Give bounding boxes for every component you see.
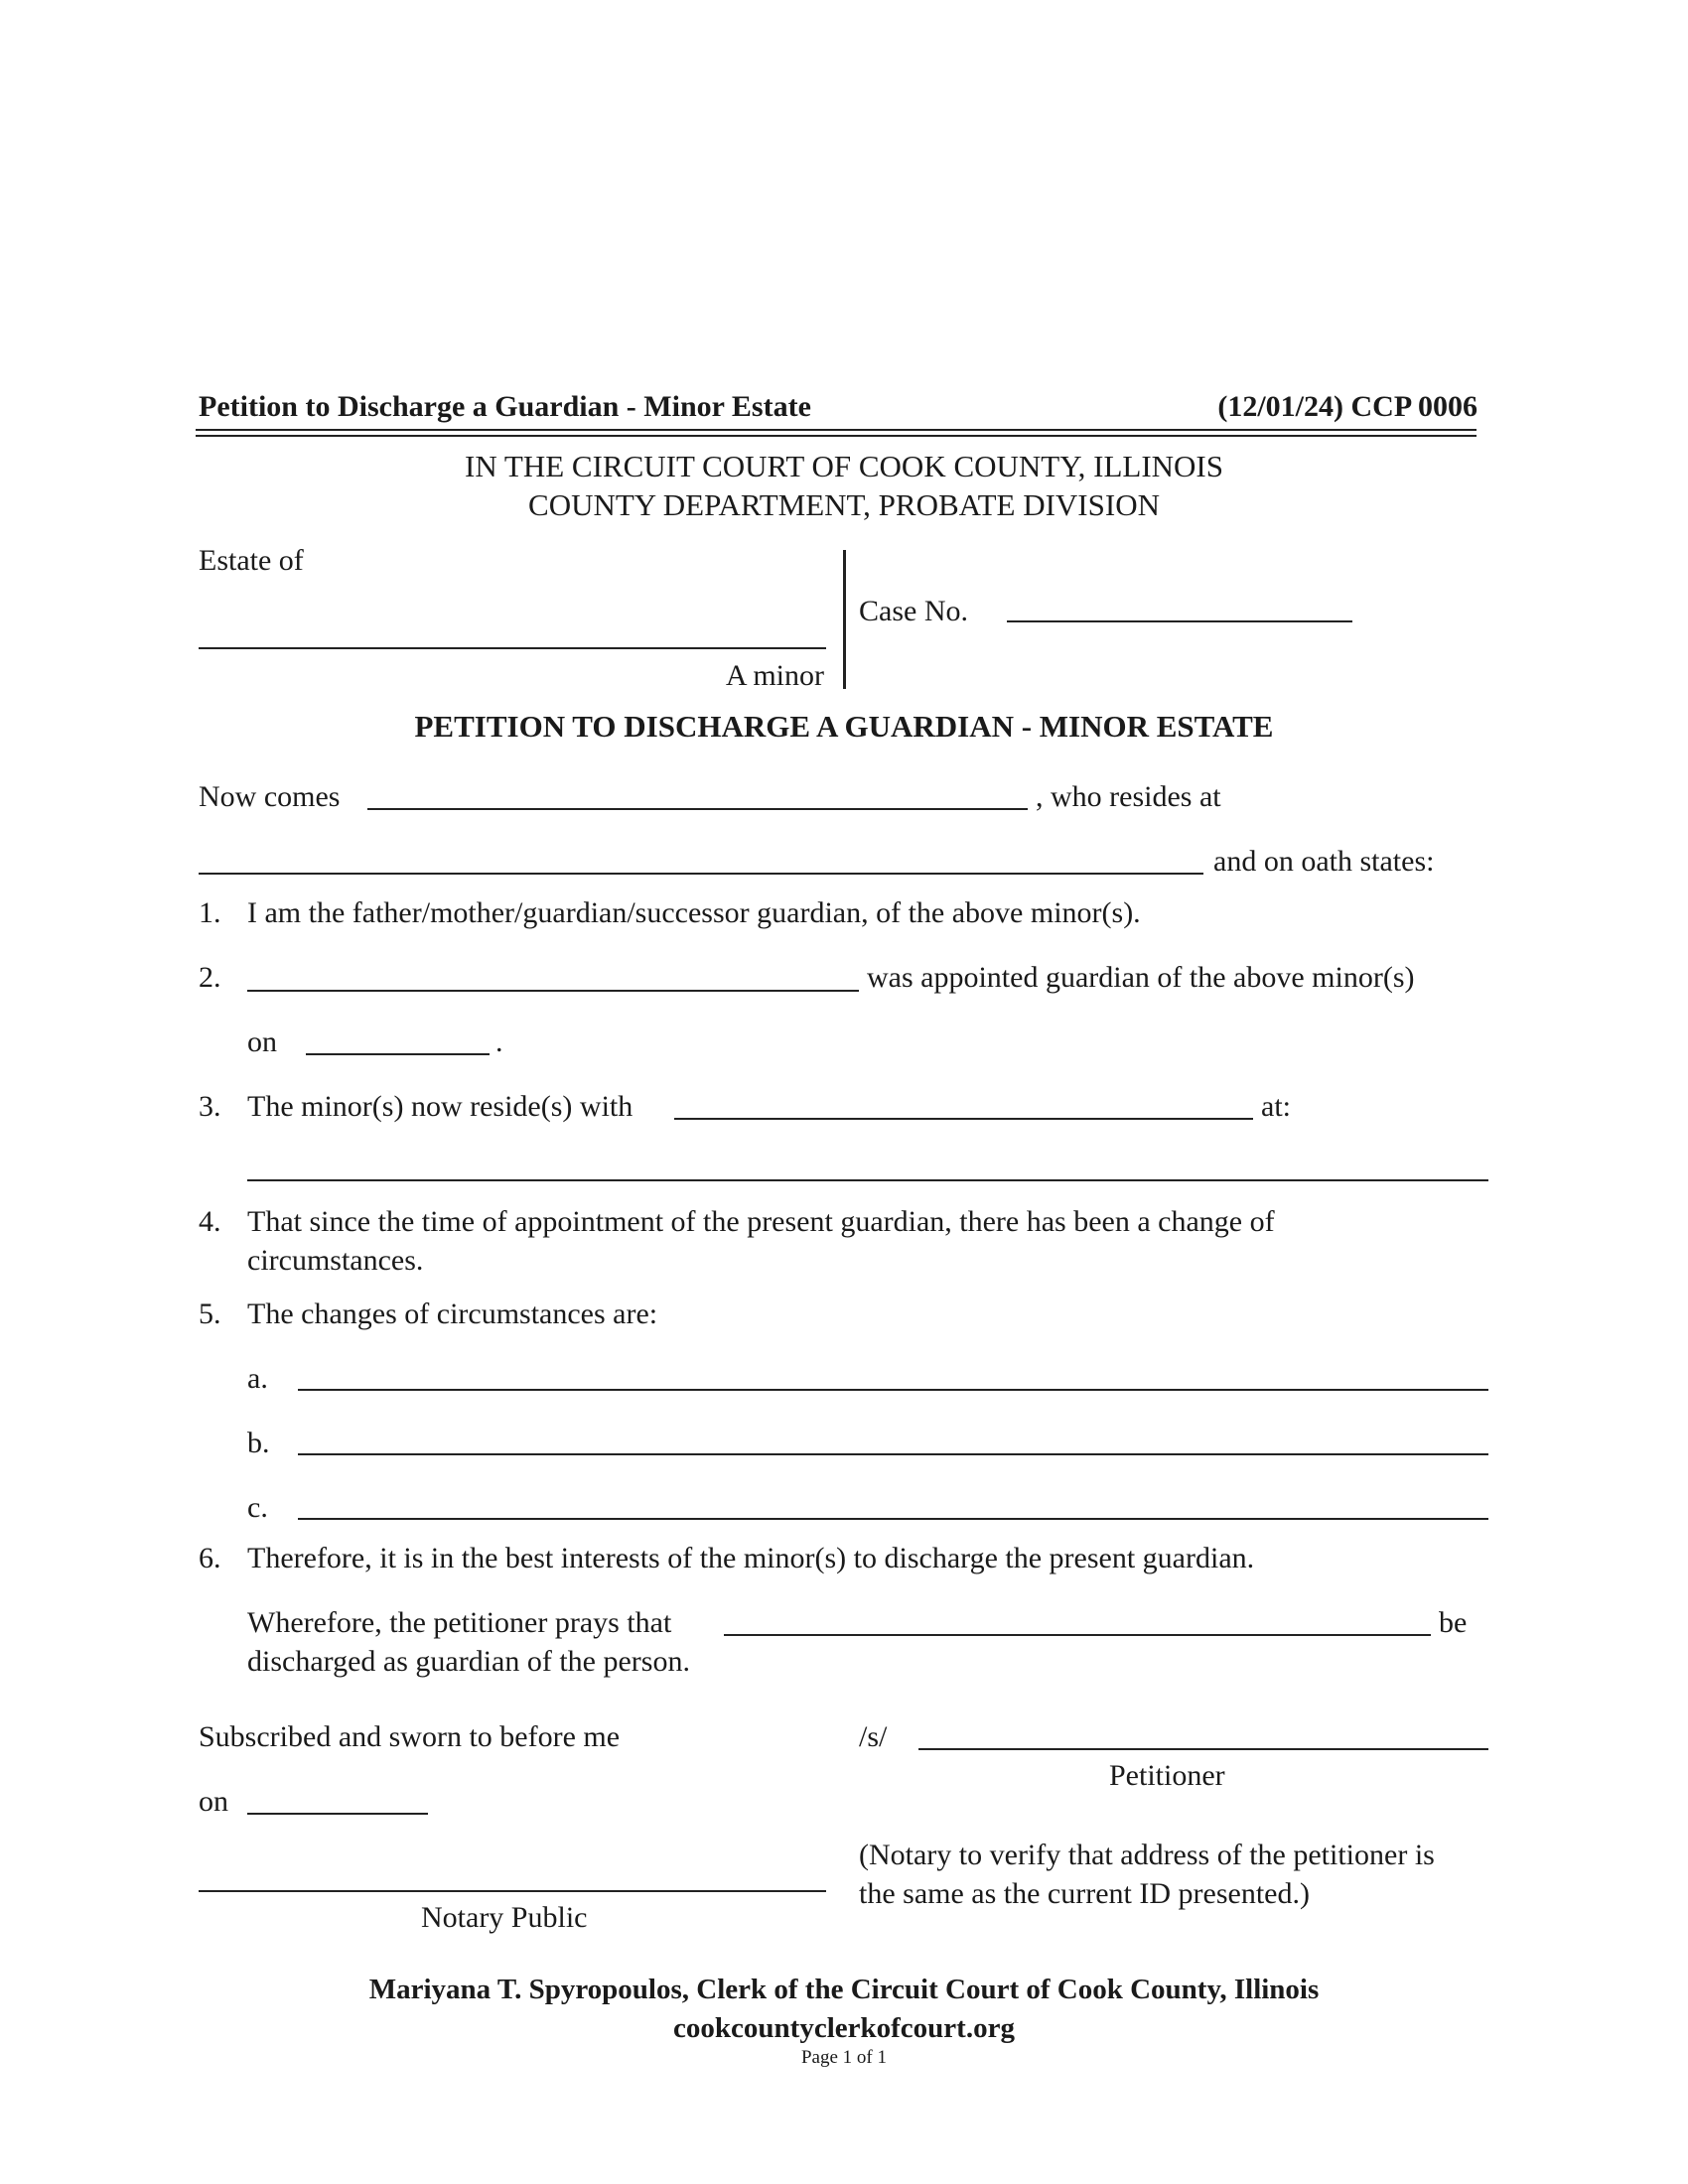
notary-note-line2: the same as the current ID presented.) (859, 1877, 1310, 1910)
change-a-label: a. (247, 1362, 268, 1395)
form-code: (12/01/24) CCP 0006 (1217, 390, 1477, 423)
who-resides-label: , who resides at (1036, 780, 1221, 813)
item-4-text-line2: circumstances. (247, 1244, 424, 1277)
discharged-guardian-field[interactable] (724, 1634, 1431, 1636)
item-6-number: 6. (199, 1542, 221, 1574)
notary-note-line1: (Notary to verify that address of the petitioner is (859, 1839, 1435, 1871)
discharged-text: discharged as guardian of the person. (247, 1645, 690, 1678)
petitioner-signature-field[interactable] (918, 1748, 1488, 1750)
item-2-number: 2. (199, 961, 221, 994)
notary-public-label: Notary Public (421, 1901, 588, 1934)
petitioner-name-field[interactable] (367, 808, 1028, 810)
a-minor-label: A minor (725, 659, 824, 692)
item-2-on-label: on (247, 1025, 277, 1058)
court-name-line1: IN THE CIRCUIT COURT OF COOK COUNTY, ILLINOIS (465, 449, 1223, 483)
item-5-number: 5. (199, 1297, 221, 1330)
item-6-text: Therefore, it is in the best interests of the minor(s) to discharge the present guardian. (247, 1542, 1255, 1574)
item-3-at-label: at: (1261, 1090, 1291, 1123)
case-no-label: Case No. (859, 595, 968, 627)
clerk-website[interactable]: cookcountyclerkofcourt.org (673, 2012, 1015, 2044)
change-c-label: c. (247, 1491, 268, 1524)
item-3-number: 3. (199, 1090, 221, 1123)
sworn-date-field[interactable] (247, 1813, 428, 1815)
clerk-name: Mariyana T. Spyropoulos, Clerk of the Circuit Court of Cook County, Illinois (368, 1974, 1320, 2005)
item-4-text-line1: That since the time of appointment of the present guardian, there has been a change of (247, 1205, 1275, 1238)
change-b-field[interactable] (298, 1453, 1488, 1455)
item-2-period: . (495, 1025, 503, 1058)
signature-mark: /s/ (859, 1720, 888, 1753)
estate-of-label: Estate of (199, 544, 304, 577)
appointment-date-field[interactable] (306, 1053, 490, 1055)
notary-signature-field[interactable] (199, 1890, 826, 1892)
oath-label: and on oath states: (1213, 845, 1435, 878)
subscribed-label: Subscribed and sworn to before me (199, 1720, 621, 1753)
caption-divider (843, 550, 846, 689)
form-title: Petition to Discharge a Guardian - Minor Estate (199, 390, 811, 423)
petitioner-address-field[interactable] (199, 873, 1203, 875)
item-3-text: The minor(s) now reside(s) with (247, 1090, 633, 1123)
item-5-text: The changes of circumstances are: (247, 1297, 658, 1330)
page-number: Page 1 of 1 (800, 2047, 887, 2068)
estate-name-field[interactable] (199, 647, 826, 649)
header-rule-bottom (196, 435, 1477, 437)
item-2-text: was appointed guardian of the above minor(s) (867, 961, 1415, 994)
case-no-field[interactable] (1007, 620, 1352, 622)
sworn-on-label: on (199, 1785, 228, 1818)
change-a-field[interactable] (298, 1389, 1488, 1391)
item-1-text: I am the father/mother/guardian/successor guardian, of the above minor(s). (247, 896, 1141, 929)
wherefore-label: Wherefore, the petitioner prays that (247, 1606, 672, 1639)
petition-title: PETITION TO DISCHARGE A GUARDIAN - MINOR ESTATE (414, 709, 1274, 744)
change-c-field[interactable] (298, 1518, 1488, 1520)
minor-address-field[interactable] (247, 1179, 1488, 1181)
resides-with-field[interactable] (674, 1118, 1253, 1120)
be-label: be (1439, 1606, 1468, 1639)
now-comes-label: Now comes (199, 780, 341, 813)
court-name-line2: COUNTY DEPARTMENT, PROBATE DIVISION (528, 487, 1160, 522)
item-4-number: 4. (199, 1205, 221, 1238)
petitioner-label: Petitioner (1109, 1759, 1225, 1792)
appointed-guardian-field[interactable] (247, 990, 859, 992)
item-1-number: 1. (199, 896, 221, 929)
header-rule-top (196, 429, 1477, 431)
change-b-label: b. (247, 1427, 270, 1459)
